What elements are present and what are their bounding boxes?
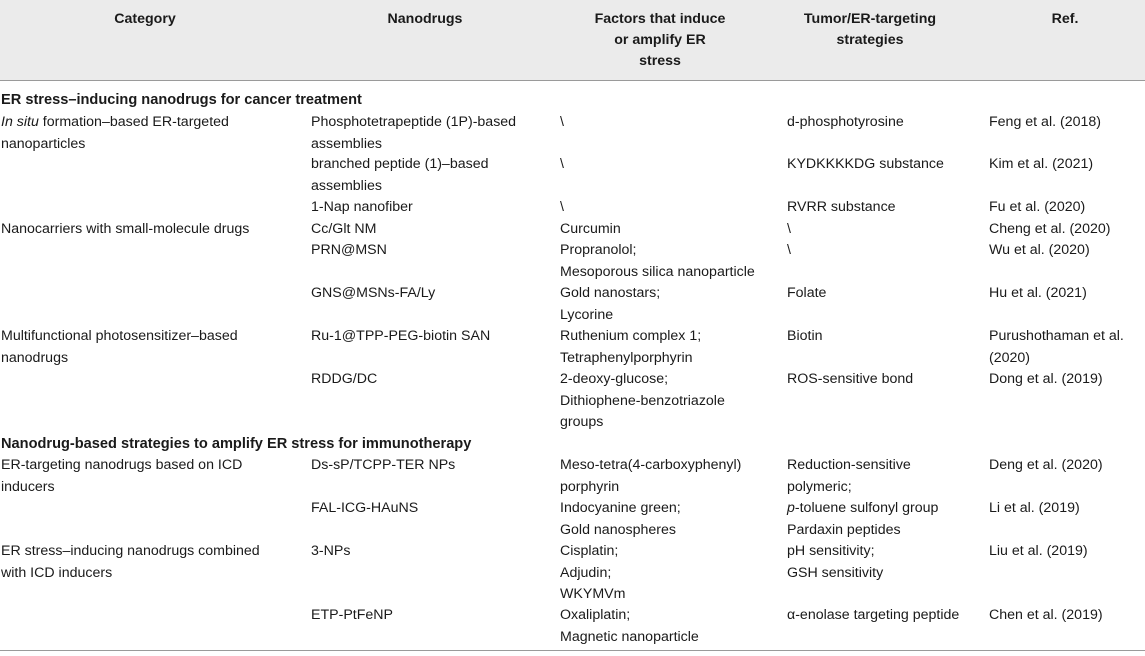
nanodrug-cell: 1-Nap nanofiber xyxy=(311,199,413,215)
ref-cell: Fu et al. (2020) xyxy=(989,199,1086,215)
targeting-cell: p-toluene sulfonyl group Pardaxin peptides xyxy=(787,500,939,538)
section-title: Nanodrug-based strategies to amplify ER stress for immunotherapy xyxy=(1,436,472,452)
ref-cell: Deng et al. (2020) xyxy=(989,457,1103,473)
ref-cell: Wu et al. (2020) xyxy=(989,242,1090,258)
category-cell: ER-targeting nanodrugs based on ICD inducers xyxy=(1,457,243,495)
nanodrug-cell: PRN@MSN xyxy=(311,242,387,258)
nanodrug-cell: branched peptide (1)–based assemblies xyxy=(311,156,489,194)
targeting-cell: Biotin xyxy=(787,328,823,344)
factor-cell: Gold nanostars; Lycorine xyxy=(560,285,661,323)
targeting-cell: \ xyxy=(787,221,791,237)
factor-cell: Ruthenium complex 1; Tetraphenylporphyrin xyxy=(560,328,702,366)
targeting-cell: \ xyxy=(787,242,791,258)
targeting-cell: ROS-sensitive bond xyxy=(787,371,914,387)
factor-cell: Oxaliplatin; Magnetic nanoparticle xyxy=(560,607,699,645)
nanodrug-cell: FAL-ICG-HAuNS xyxy=(311,500,419,516)
factor-cell: 2-deoxy-glucose; Dithiophene-benzotriazole groups xyxy=(560,371,725,430)
nanodrug-cell: Cc/Glt NM xyxy=(311,221,377,237)
factor-cell: Cisplatin; Adjudin; WKYMVm xyxy=(560,543,626,602)
targeting-cell: Reduction-sensitive polymeric; xyxy=(787,457,911,495)
ref-cell: Dong et al. (2019) xyxy=(989,371,1103,387)
category-cell: Nanocarriers with small-molecule drugs xyxy=(1,221,250,237)
table-header xyxy=(0,0,1145,81)
category-cell: ER stress–inducing nanodrugs combined with ICD inducers xyxy=(1,543,260,581)
factor-cell: Curcumin xyxy=(560,221,621,237)
header-targeting: Tumor/ER-targeting strategies xyxy=(803,11,937,48)
targeting-cell: α-enolase targeting peptide xyxy=(787,607,960,623)
targeting-cell: KYDKKKKDG substance xyxy=(787,156,944,172)
ref-cell: Liu et al. (2019) xyxy=(989,543,1088,559)
targeting-cell: d-phosphotyrosine xyxy=(787,114,904,130)
targeting-cell: Folate xyxy=(787,285,827,301)
header-nanodrugs: Nanodrugs xyxy=(387,11,463,27)
factor-cell: Propranolol; Mesoporous silica nanoparticle xyxy=(560,242,755,280)
targeting-cell: RVRR substance xyxy=(787,199,896,215)
nanodrug-cell: Ru-1@TPP-PEG-biotin SAN xyxy=(311,328,491,344)
ref-cell: Chen et al. (2019) xyxy=(989,607,1103,623)
header-ref: Ref. xyxy=(1051,11,1079,27)
ref-cell: Cheng et al. (2020) xyxy=(989,221,1111,237)
nanodrug-cell: 3-NPs xyxy=(311,543,351,559)
category-cell: In situ formation–based ER-targeted nanoparticles xyxy=(1,114,229,152)
header-category: Category xyxy=(114,11,176,27)
nanodrug-cell: RDDG/DC xyxy=(311,371,378,387)
nanodrug-cell: ETP-PtFeNP xyxy=(311,607,393,623)
targeting-cell: pH sensitivity; GSH sensitivity xyxy=(787,543,884,581)
nanodrug-cell: Phosphotetrapeptide (1P)-based assemblies xyxy=(311,114,517,152)
category-cell: Multifunctional photosensitizer–based nanodrugs xyxy=(1,328,238,366)
nanodrug-cell: Ds-sP/TCPP-TER NPs xyxy=(311,457,456,473)
factor-cell: \ xyxy=(560,114,564,130)
ref-cell: Purushothaman et al. (2020) xyxy=(989,328,1124,366)
factor-cell: Meso-tetra(4-carboxyphenyl) porphyrin xyxy=(560,457,742,495)
ref-cell: Li et al. (2019) xyxy=(989,500,1080,516)
header-factors: Factors that induce or amplify ER stress xyxy=(594,11,726,69)
ref-cell: Hu et al. (2021) xyxy=(989,285,1087,301)
ref-cell: Kim et al. (2021) xyxy=(989,156,1094,172)
factor-cell: \ xyxy=(560,156,564,172)
section-title: ER stress–inducing nanodrugs for cancer treatment xyxy=(1,92,362,108)
ref-cell: Feng et al. (2018) xyxy=(989,114,1101,130)
nanodrug-cell: GNS@MSNs-FA/Ly xyxy=(311,285,436,301)
factor-cell: Indocyanine green; Gold nanospheres xyxy=(560,500,681,538)
factor-cell: \ xyxy=(560,199,564,215)
table-bottom-rule xyxy=(0,650,1145,651)
